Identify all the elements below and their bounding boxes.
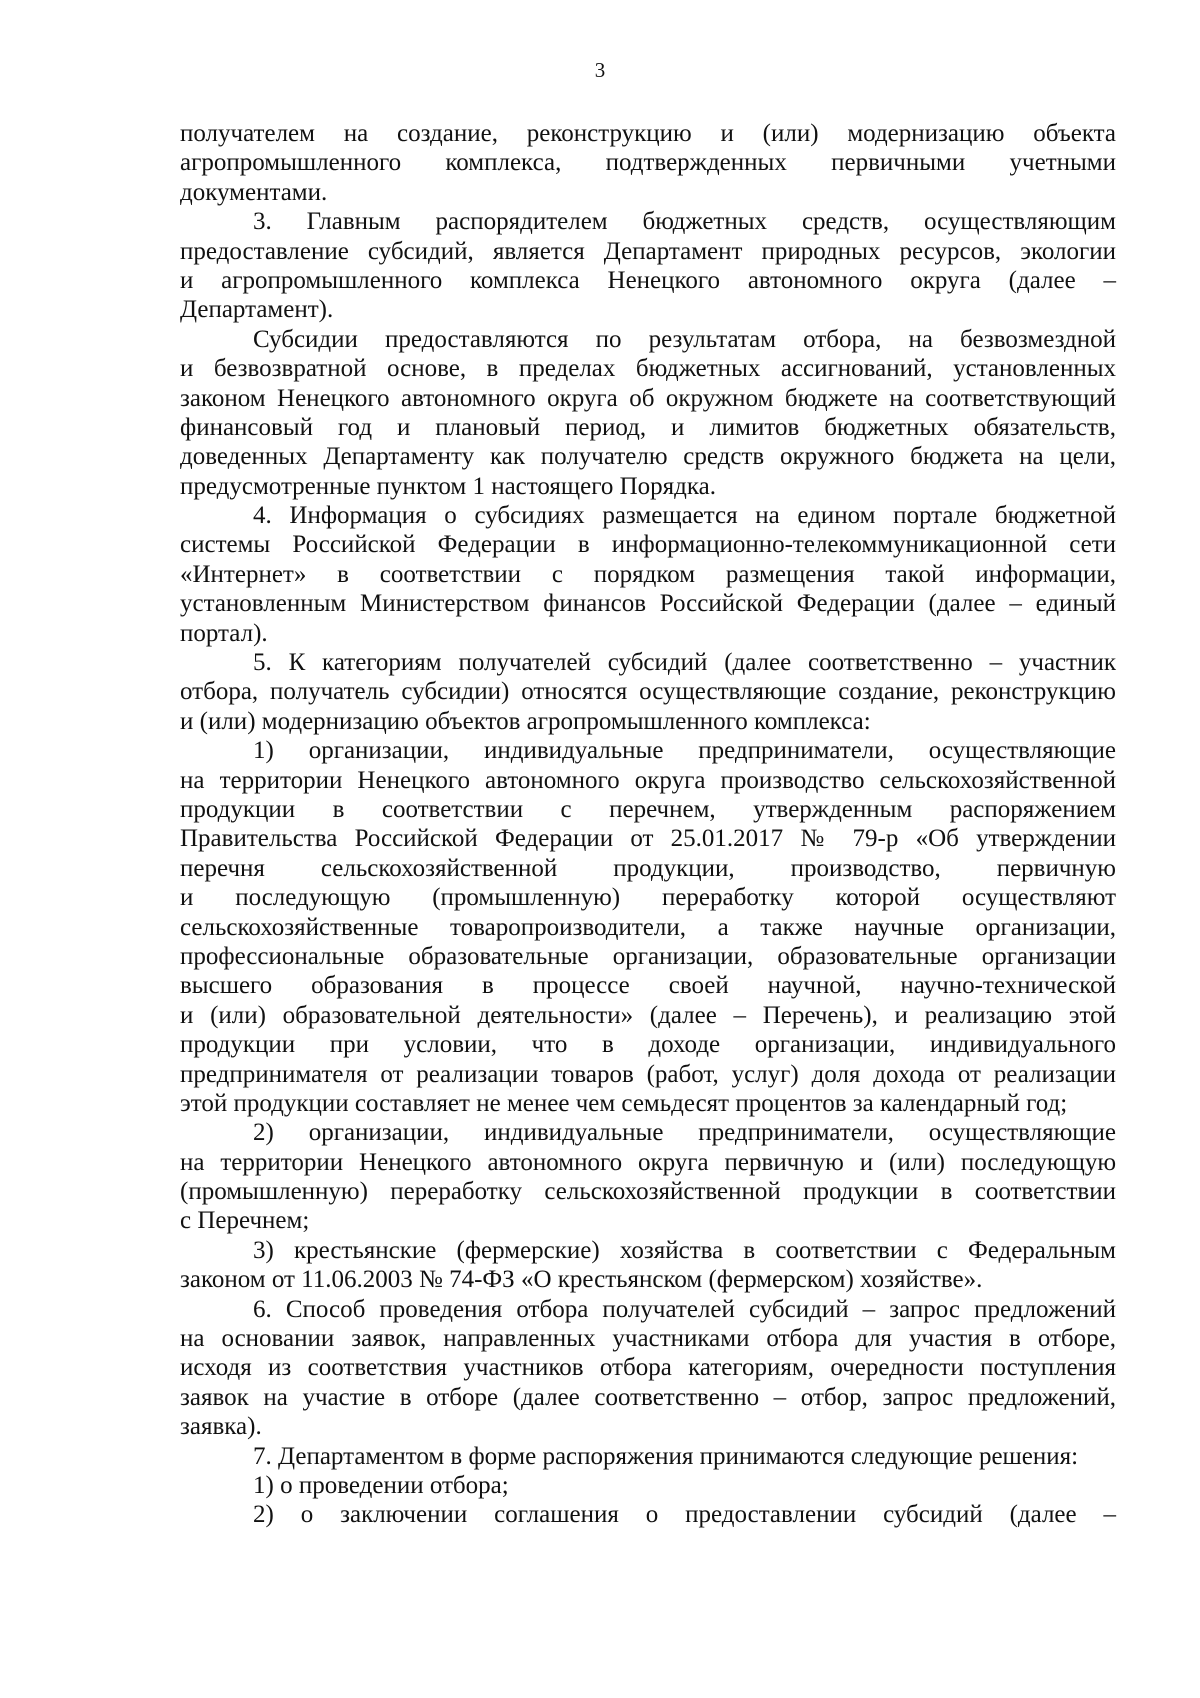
text-line: продукции в соответствии с перечнем, утвержденным распоряжением xyxy=(180,795,1116,823)
text-line: профессиональные образовательные организации, образовательные организации xyxy=(180,942,1116,970)
text-line: предоставление субсидий, является Департамент природных ресурсов, экологии xyxy=(180,237,1116,265)
text-line: получателем на создание, реконструкцию и (или) модернизацию объекта xyxy=(180,120,1116,147)
text-line: исходя из соответствия участников отбора категориям, очередности поступления xyxy=(180,1354,1116,1382)
text-line: продукции при условии, что в доходе организации, индивидуального xyxy=(180,1031,1116,1059)
text-line: портал). xyxy=(180,619,268,647)
text-line: и последующую (промышленную) переработку которой осуществляют xyxy=(180,884,1116,912)
text-line: 2) о заключении соглашения о предоставлении субсидий (далее – xyxy=(253,1501,1116,1529)
text-line: заявок на участие в отборе (далее соответственно – отбор, запрос предложений, xyxy=(180,1383,1116,1411)
text-line: 1) организации, индивидуальные предприниматели, осуществляющие xyxy=(253,737,1116,765)
text-line: «Интернет» в соответствии с порядком размещения такой информации, xyxy=(180,560,1116,588)
text-line: предпринимателя от реализации товаров (работ, услуг) доля дохода от реализации xyxy=(180,1060,1116,1088)
text-line: Правительства Российской Федерации от 25.01.2017 № 79-р «Об утверждении xyxy=(180,825,1116,853)
text-line: законом Ненецкого автономного округа об окружном бюджете на соответствующий xyxy=(180,384,1116,412)
text-line: этой продукции составляет не менее чем семьдесят процентов за календарный год; xyxy=(180,1089,1068,1117)
text-line: доведенных Департаменту как получателю средств окружного бюджета на цели, xyxy=(180,443,1116,471)
text-line: перечня сельскохозяйственной продукции, производство, первичную xyxy=(180,854,1116,882)
text-line: высшего образования в процессе своей научной, научно-технической xyxy=(180,972,1116,1000)
text-line: 2) организации, индивидуальные предприниматели, осуществляющие xyxy=(253,1119,1116,1147)
text-line: 6. Способ проведения отбора получателей субсидий – запрос предложений xyxy=(253,1295,1116,1323)
text-line: 7. Департаментом в форме распоряжения принимаются следующие решения: xyxy=(253,1442,1079,1470)
text-line: 5. К категориям получателей субсидий (далее соответственно – участник xyxy=(253,649,1116,677)
document-body xyxy=(180,119,1116,1530)
text-line: и безвозвратной основе, в пределах бюджетных ассигнований, установленных xyxy=(180,355,1116,383)
text-line: отбора, получатель субсидии) относятся осуществляющие создание, реконструкцию xyxy=(180,678,1116,706)
text-line: 3) крестьянские (фермерские) хозяйства в соответствии с Федеральным xyxy=(253,1236,1116,1264)
text-line: заявка). xyxy=(180,1413,262,1441)
text-line: Департамент). xyxy=(180,296,334,324)
text-line: с Перечнем; xyxy=(180,1207,310,1235)
text-line: на территории Ненецкого автономного округа производство сельскохозяйственной xyxy=(180,766,1116,794)
text-line: законом от 11.06.2003 № 74-ФЗ «О крестьянском (фермерском) хозяйстве». xyxy=(180,1266,983,1294)
text-line: сельскохозяйственные товаропроизводители, а также научные организации, xyxy=(180,913,1116,941)
text-line: 1) о проведении отбора; xyxy=(253,1471,509,1499)
text-line: агропромышленного комплекса, подтвержденных первичными учетными xyxy=(180,149,1116,177)
text-line: и агропромышленного комплекса Ненецкого автономного округа (далее – xyxy=(180,266,1116,294)
text-line: и (или) модернизацию объектов агропромышленного комплекса: xyxy=(180,707,871,735)
page-number: 3 xyxy=(594,58,606,82)
text-line: на основании заявок, направленных участниками отбора для участия в отборе, xyxy=(180,1325,1116,1353)
text-line: документами. xyxy=(180,178,328,206)
text-line: предусмотренные пунктом 1 настоящего Порядка. xyxy=(180,472,716,500)
text-line: системы Российской Федерации в информационно-телекоммуникационной сети xyxy=(180,531,1116,559)
text-line: установленным Министерством финансов Российской Федерации (далее – единый xyxy=(180,590,1116,618)
text-line: финансовый год и плановый период, и лимитов бюджетных обязательств, xyxy=(180,413,1116,441)
text-line: и (или) образовательной деятельности» (далее – Перечень), и реализацию этой xyxy=(180,1001,1116,1029)
text-line: 4. Информация о субсидиях размещается на едином портале бюджетной xyxy=(253,502,1116,530)
text-line: (промышленную) переработку сельскохозяйственной продукции в соответствии xyxy=(180,1178,1116,1206)
text-line: 3. Главным распорядителем бюджетных средств, осуществляющим xyxy=(253,208,1116,236)
text-line: Субсидии предоставляются по результатам отбора, на безвозмездной xyxy=(253,325,1116,353)
text-line: на территории Ненецкого автономного округа первичную и (или) последующую xyxy=(180,1148,1116,1176)
